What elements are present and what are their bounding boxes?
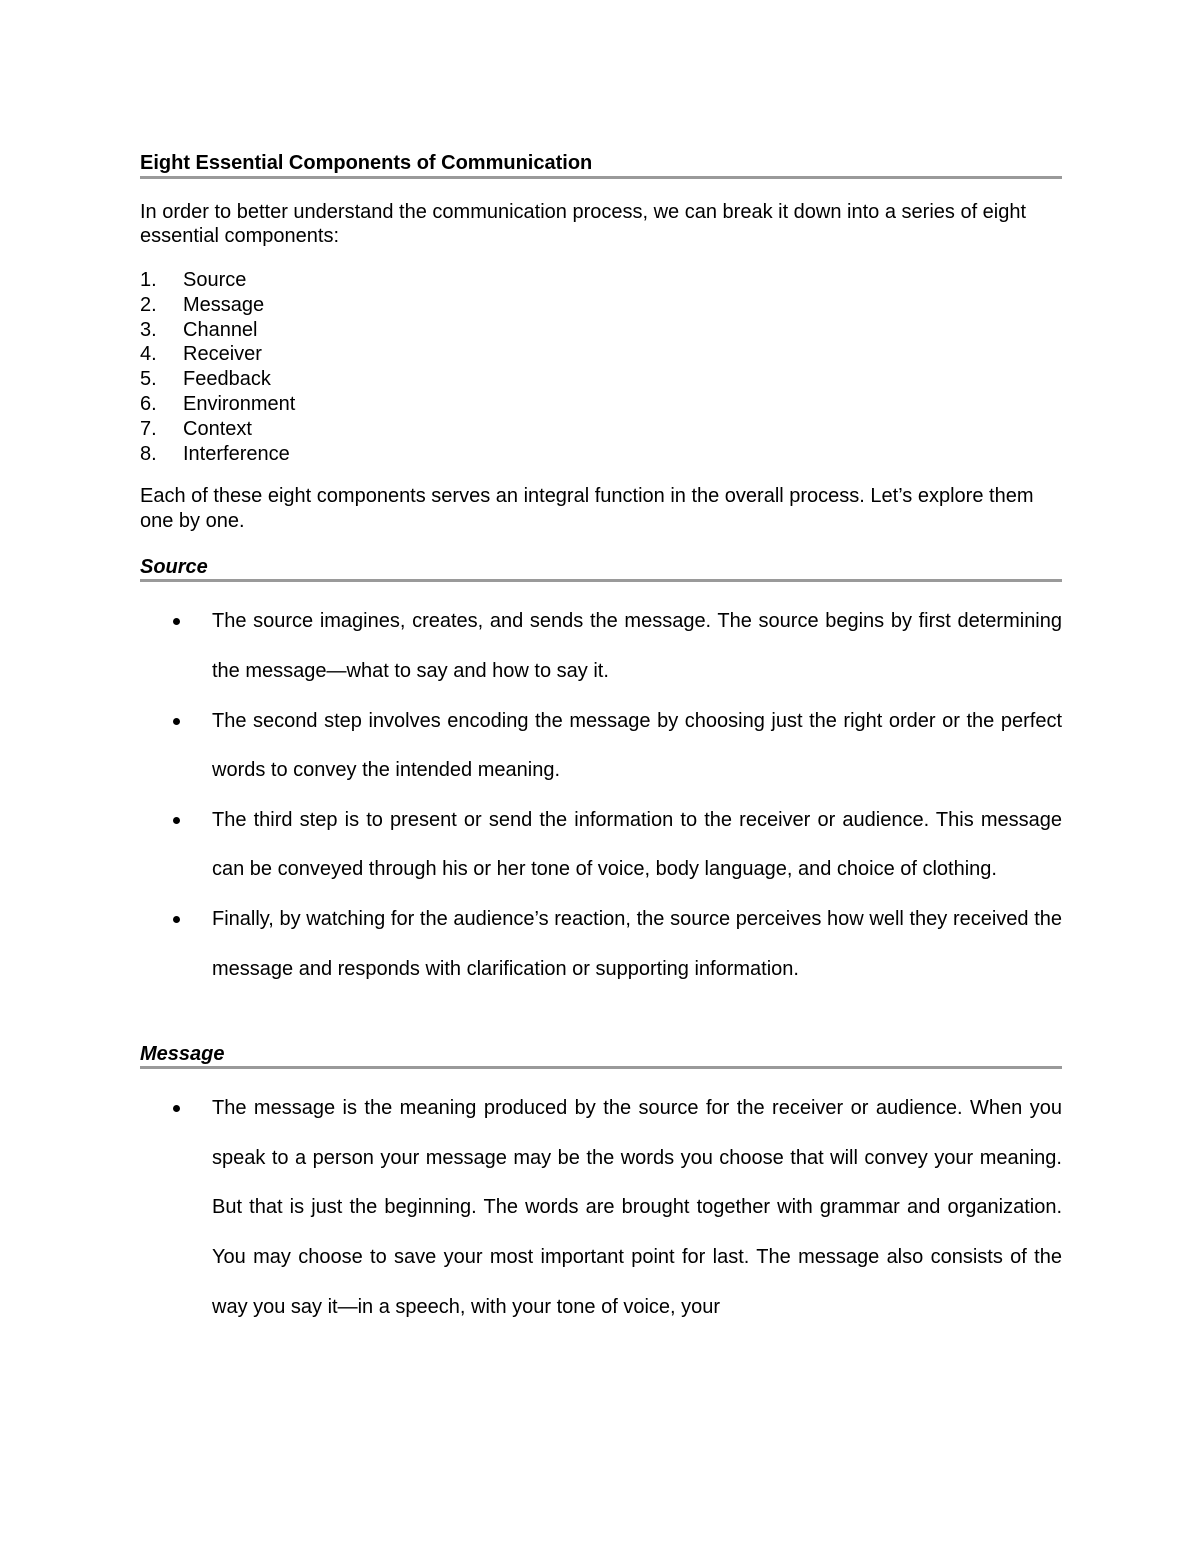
bullet-icon [173, 1105, 180, 1112]
components-list [140, 268, 1062, 466]
list-item: 8. Interference [140, 442, 290, 465]
document-page [140, 150, 1062, 1332]
list-item: 3. Channel [140, 318, 258, 341]
list-item: 2. Message [140, 293, 265, 316]
list-item: 1. Source [140, 269, 247, 291]
bullet-item: The message is the meaning produced by the source for the receiver or audience. When you speak to a person your message may be the words you choose that will convey your meaning. But that is just the beginning. The words are brought together with grammar and organization. You may choose to save your most important point for last. The message also consists of the way you say it—in a speech, with your tone of voice, your [140, 1084, 1062, 1332]
bullet-item: The third step is to present or send the information to the receiver or audience. This message can be conveyed through his or her tone of voice, body language, and choice of clothing. [140, 796, 1062, 895]
document-title: Eight Essential Components of Communication [140, 152, 593, 174]
bullet-item: Finally, by watching for the audience’s reaction, the source perceives how well they received the message and responds with clarification or supporting information. [140, 895, 1062, 994]
source-heading: Source [140, 556, 208, 579]
message-heading-underline [140, 1066, 1062, 1069]
source-bullet-list [140, 597, 1062, 994]
bullet-icon [173, 618, 180, 625]
title-underline [140, 176, 1062, 179]
list-item: 6. Environment [140, 392, 296, 415]
message-bullet-list [140, 1084, 1062, 1332]
bullet-item: The second step involves encoding the message by choosing just the right order or the perfect words to convey the intended meaning. [140, 697, 1062, 796]
bullet-item: The source imagines, creates, and sends the message. The source begins by first determining the message—what to say and how to say it. [140, 597, 1062, 696]
bullet-icon [173, 916, 180, 923]
outro-paragraph: Each of these eight components serves an integral function in the overall process. Let’s explore them one by one. [140, 485, 1034, 533]
intro-paragraph: In order to better understand the communication process, we can break it down into a series of eight essential components: [140, 201, 1027, 247]
list-item: 7. Context [140, 417, 252, 440]
source-heading-underline [140, 579, 1062, 582]
message-heading: Message [140, 1043, 225, 1066]
bullet-icon [173, 817, 180, 824]
list-item: 5. Feedback [140, 368, 271, 391]
bullet-icon [173, 718, 180, 725]
list-item: 4. Receiver [140, 343, 262, 366]
